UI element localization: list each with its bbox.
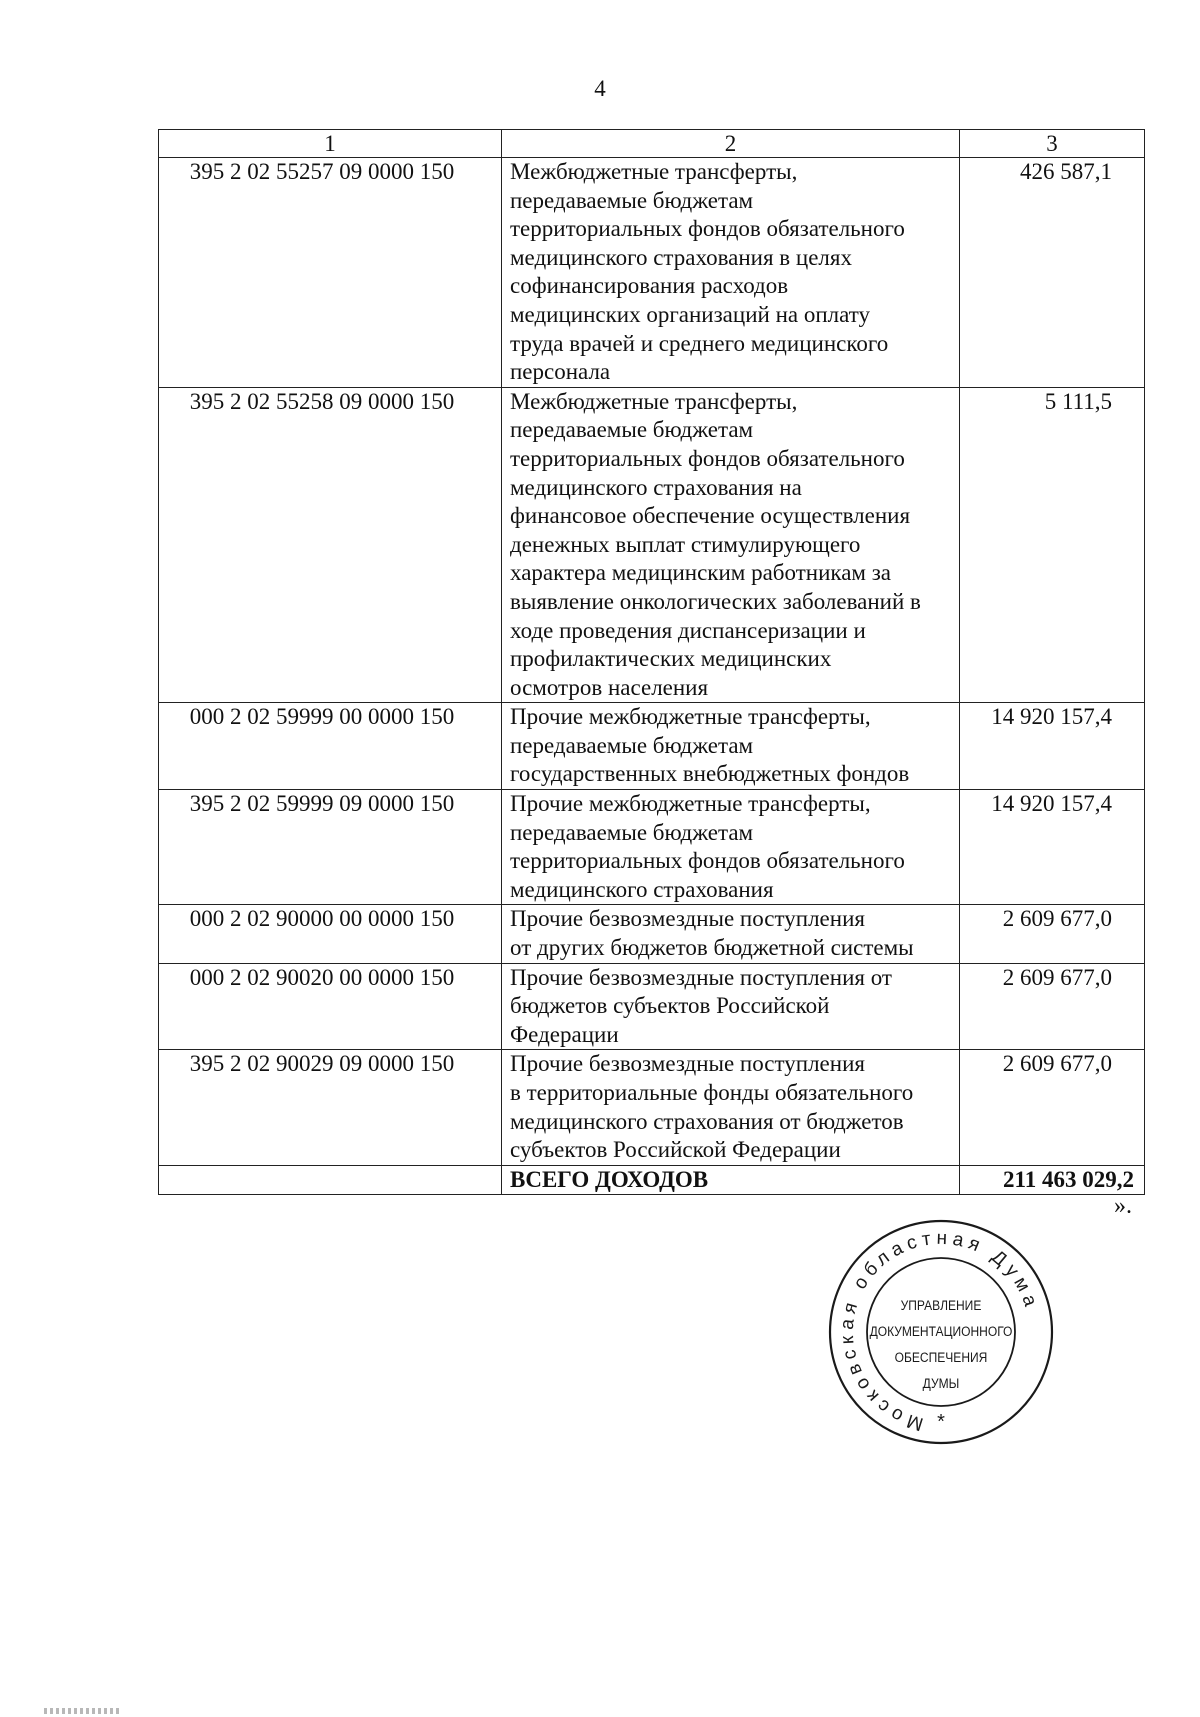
- income-name-text: Прочие межбюджетные трансферты, передаваемые бюджетам территориальных фондов обязательного медицинского страхования: [510, 791, 905, 902]
- seal-inner-line-4: ДУМЫ: [922, 1375, 960, 1392]
- budget-code-cell: 395 2 02 55258 09 0000 150: [159, 387, 502, 703]
- table-row: [159, 703, 1145, 790]
- budget-code-cell: 000 2 02 90020 00 0000 150: [159, 963, 502, 1050]
- income-name-text: Прочие безвозмездные поступления от других бюджетов бюджетной системы: [510, 906, 914, 961]
- budget-code-cell: 395 2 02 90029 09 0000 150: [159, 1050, 502, 1165]
- total-amount: 211 463 029,2: [960, 1165, 1145, 1195]
- amount-cell: 426 587,1: [960, 158, 1145, 388]
- seal-inner-line-1: УПРАВЛЕНИЕ: [900, 1297, 982, 1314]
- amount-cell: 2 609 677,0: [960, 905, 1145, 963]
- budget-code-cell: 000 2 02 90000 00 0000 150: [159, 905, 502, 963]
- table-header-row: [159, 130, 1145, 158]
- income-name-text: Прочие межбюджетные трансферты, передаваемые бюджетам государственных внебюджетных фондов: [510, 704, 910, 787]
- table-row: [159, 905, 1145, 963]
- income-name-text: Межбюджетные трансферты, передаваемые бюджетам территориальных фондов обязательного медицинского страхования на финансовое обеспечение осуществления денежных выплат стимулирующего характера медицинским работникам за выявление онкологических заболеваний в ходе проведения диспансеризации и профилактических медицинских осмотров населения: [510, 388, 921, 700]
- column-header-2: 2: [502, 130, 960, 158]
- column-header-1: 1: [159, 130, 502, 158]
- income-name-cell: [502, 1050, 960, 1165]
- budget-table: [158, 129, 1145, 1195]
- seal-star: *: [937, 1411, 945, 1433]
- table-row: [159, 790, 1145, 905]
- official-seal: [826, 1217, 1056, 1447]
- amount-cell: 5 111,5: [960, 387, 1145, 703]
- income-name-text: Прочие безвозмездные поступления от бюджетов субъектов Российской Федерации: [510, 964, 892, 1047]
- seal-inner-line-2: ДОКУМЕНТАЦИОННОГО: [869, 1323, 1013, 1340]
- column-header-3: 3: [960, 130, 1145, 158]
- income-name-cell: [502, 790, 960, 905]
- table-row: [159, 158, 1145, 388]
- total-code-cell: [159, 1165, 502, 1195]
- table-row: [159, 963, 1145, 1050]
- budget-code-cell: 000 2 02 59999 00 0000 150: [159, 703, 502, 790]
- seal-outer-text: Московская областная Дума: [836, 1227, 1043, 1435]
- table-row: [159, 387, 1145, 703]
- budget-code-cell: 395 2 02 55257 09 0000 150: [159, 158, 502, 388]
- table-row: [159, 1050, 1145, 1165]
- amount-cell: 2 609 677,0: [960, 963, 1145, 1050]
- income-name-cell: [502, 963, 960, 1050]
- total-row: [159, 1165, 1145, 1195]
- income-name-text: Прочие безвозмездные поступления в территориальные фонды обязательного медицинского страхования от бюджетов субъектов Российской Федерации: [510, 1051, 914, 1163]
- seal-inner-line-3: ОБЕСПЕЧЕНИЯ: [894, 1349, 988, 1366]
- income-name-text: Межбюджетные трансферты, передаваемые бюджетам территориальных фондов обязательного медицинского страхования в целях софинансирования расходов медицинских организаций на оплату труда врачей и среднего медицинского персонала: [510, 159, 905, 385]
- total-label: ВСЕГО ДОХОДОВ: [502, 1165, 960, 1195]
- income-name-cell: [502, 387, 960, 703]
- amount-cell: 2 609 677,0: [960, 1050, 1145, 1165]
- income-name-cell: [502, 905, 960, 963]
- income-name-cell: [502, 703, 960, 790]
- budget-code-cell: 395 2 02 59999 09 0000 150: [159, 790, 502, 905]
- amount-cell: 14 920 157,4: [960, 703, 1145, 790]
- amount-cell: 14 920 157,4: [960, 790, 1145, 905]
- income-name-cell: [502, 158, 960, 388]
- page-number: 4: [594, 76, 606, 101]
- closing-quote-mark: ».: [1114, 1193, 1132, 1219]
- scan-artifact-mark: [44, 1708, 122, 1714]
